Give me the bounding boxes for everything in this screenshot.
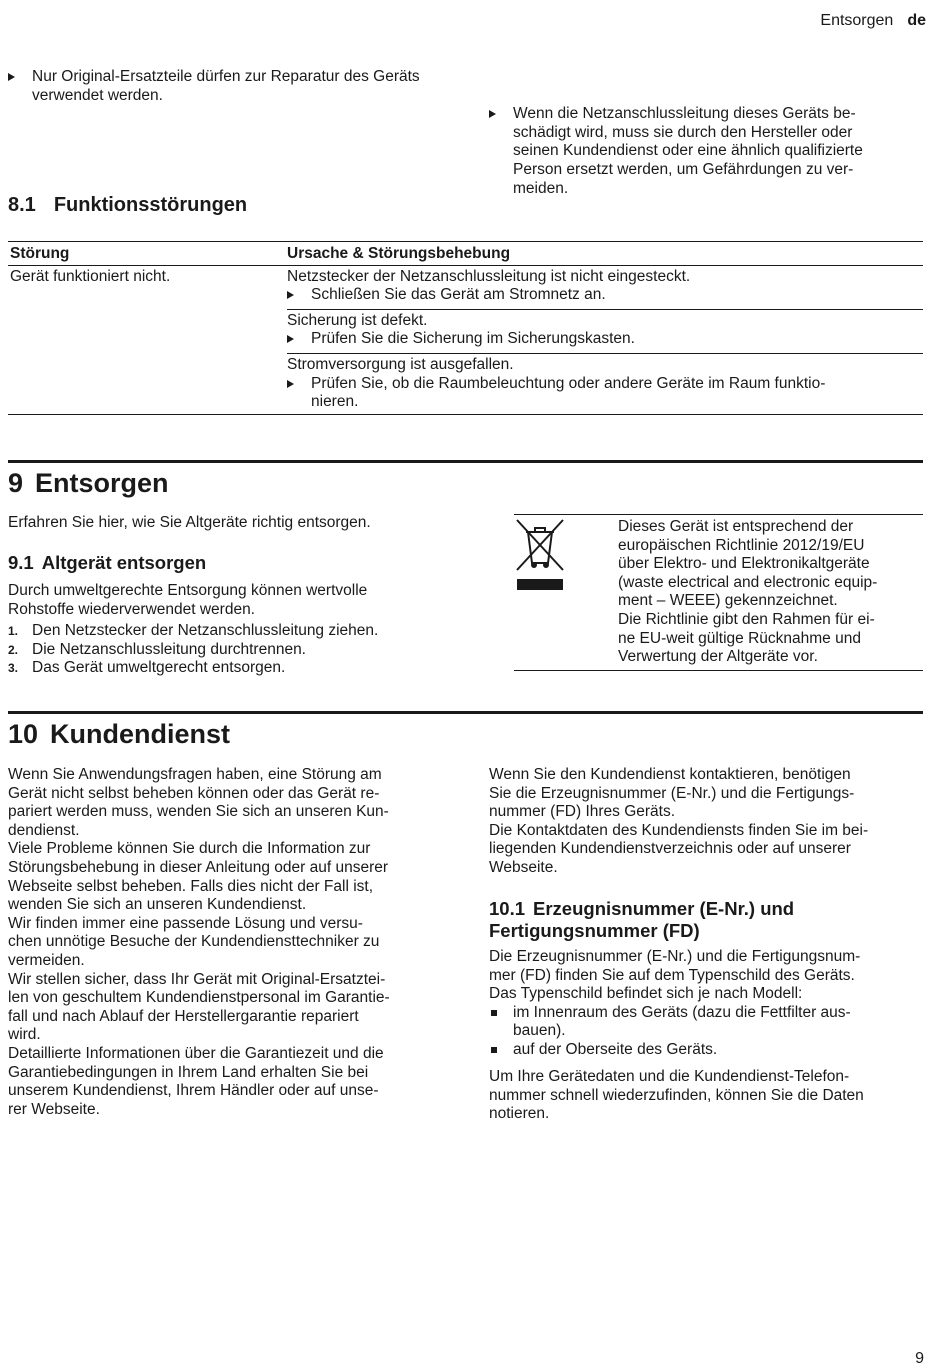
cause-text: Netzstecker der Netzanschlussleitung ist nicht eingesteckt. — [287, 267, 691, 285]
body-line: pariert werden muss, wenden Sie sich an unseren Kun- — [8, 803, 389, 821]
section-number: 9 — [8, 468, 24, 498]
weee-line: europäischen Richtlinie 2012/19/EU — [618, 536, 865, 554]
body-line: Sie die Erzeugnisnummer (E-Nr.) und die Fertigungs- — [489, 784, 855, 802]
square-bullet-icon — [491, 1047, 497, 1053]
weee-notice-box — [514, 514, 923, 671]
body-line: fall und nach Ablauf der Herstellergarantie repariert — [8, 1007, 359, 1025]
bullet-line: bauen). — [513, 1022, 566, 1040]
section-10-1-heading — [489, 898, 923, 942]
power-cord-line: Wenn die Netzanschlussleitung dieses Geräts be- — [513, 105, 856, 123]
body-line: unserem Kundendienst, Ihrem Händler oder auf unse- — [8, 1082, 379, 1100]
weee-crossed-bin-icon — [514, 517, 566, 595]
intro-line: Rohstoffe wiederverwendet werden. — [8, 600, 255, 618]
body-line: Um Ihre Gerätedaten und die Kundendienst-Telefon- — [489, 1068, 850, 1085]
cause-block — [287, 309, 923, 353]
section-number: 10 — [8, 719, 39, 749]
body-line: wird. — [8, 1026, 41, 1044]
spare-parts-note — [8, 68, 452, 105]
body-line: Detaillierte Informationen über die Garantiezeit und die — [8, 1044, 384, 1062]
body-line: Wir stellen sicher, dass Ihr Gerät mit Original-Ersatztei- — [8, 970, 386, 988]
customer-service-right-column — [489, 766, 923, 878]
list-item — [8, 659, 448, 678]
body-line: Webseite. — [489, 858, 558, 876]
section-title: Kundendienst — [50, 719, 231, 749]
list-item — [8, 622, 448, 641]
body-line: Wir finden immer eine passende Lösung und versu- — [8, 914, 363, 932]
power-cord-line: schädigt wird, muss sie durch den Hersteller oder — [513, 123, 853, 141]
header-col-fault: Störung — [10, 245, 70, 262]
body-line: Störungsbehebung in dieser Anleitung oder auf unserer — [8, 858, 389, 876]
remedy-text: Prüfen Sie, ob die Raumbeleuchtung oder andere Geräte im Raum funktio- — [311, 374, 826, 392]
body-line: wenden Sie sich an unseren Kundendienst. — [8, 896, 307, 914]
section-title: Funktionsstörungen — [53, 194, 248, 216]
running-header — [820, 12, 926, 31]
causes-cell — [287, 266, 923, 414]
section-divider — [8, 460, 923, 463]
bullet-line: im Innenraum des Geräts (dazu die Fettfilter aus- — [513, 1003, 851, 1021]
weee-line: Dieses Gerät ist entsprechend der — [618, 518, 854, 535]
triangle-bullet-icon — [287, 291, 294, 299]
section-title: Altgerät entsorgen — [41, 552, 207, 573]
step-text: Das Gerät umweltgerecht entsorgen. — [32, 659, 286, 677]
triangle-bullet-icon — [287, 380, 294, 388]
body-line: notieren. — [489, 1105, 550, 1123]
body-line: Wenn Sie den Kundendienst kontaktieren, benötigen — [489, 766, 851, 783]
step-text: Die Netzanschlussleitung durchtrennen. — [32, 640, 306, 658]
power-cord-line: meiden. — [513, 179, 569, 197]
section-title: Erzeugnisnummer (E-Nr.) und — [533, 898, 795, 919]
remedy-item — [287, 330, 923, 349]
troubleshooting-table — [8, 241, 923, 415]
body-line: rer Webseite. — [8, 1100, 100, 1118]
table-row — [8, 266, 923, 414]
page-number: 9 — [915, 1350, 924, 1367]
remedy-text: Schließen Sie das Gerät am Stromnetz an. — [311, 286, 606, 304]
body-line: Wenn Sie Anwendungsfragen haben, eine Störung am — [8, 766, 382, 783]
header-section: Entsorgen — [820, 12, 894, 29]
bullet-line: auf der Oberseite des Geräts. — [513, 1040, 718, 1058]
power-cord-note — [489, 105, 947, 198]
triangle-bullet-icon — [489, 110, 496, 118]
body-line: Viele Probleme können Sie durch die Information zur — [8, 840, 371, 858]
disposal-steps — [8, 622, 448, 678]
body-line: Die Kontaktdaten des Kundendiensts finden Sie im bei- — [489, 821, 869, 839]
cause-block — [287, 353, 923, 414]
weee-line: ment – WEEE) gekennzeichnet. — [618, 592, 838, 610]
cause-text: Sicherung ist defekt. — [287, 311, 428, 329]
section-divider — [8, 711, 923, 714]
section-10-heading — [8, 718, 230, 750]
body-line: dendienst. — [8, 821, 80, 839]
body-line: liegenden Kundendienstverzeichnis oder auf unserer — [489, 840, 851, 858]
power-cord-line: Person ersetzt werden, um Gefährdungen zu ver- — [513, 160, 854, 178]
step-number: 2. — [8, 642, 19, 657]
weee-line: ne EU-weit gültige Rücknahme und — [618, 629, 861, 647]
section-number: 9.1 — [8, 552, 34, 573]
body-line: nummer schnell wiederzufinden, können Sie die Daten — [489, 1086, 864, 1104]
list-item — [489, 1041, 923, 1060]
header-col-cause: Ursache & Störungsbehebung — [287, 245, 511, 262]
body-line: Garantiebedingungen in Ihrem Land erhalten Sie bei — [8, 1063, 369, 1081]
body-line: mer (FD) finden Sie auf dem Typenschild des Geräts. — [489, 966, 855, 984]
triangle-bullet-icon — [8, 73, 15, 81]
body-line: nummer (FD) Ihres Geräts. — [489, 803, 676, 821]
step-number: 1. — [8, 624, 19, 638]
heading-line-1 — [489, 898, 923, 920]
body-line: Gerät nicht selbst beheben können oder das Gerät re- — [8, 784, 380, 802]
spare-parts-text: Nur Original-Ersatzteile dürfen zur Reparatur des Geräts verwendet werden. — [32, 68, 420, 104]
power-cord-line: seinen Kundendienst oder eine ähnlich qualifizierte — [513, 142, 863, 160]
step-text: Den Netzstecker der Netzanschlussleitung ziehen. — [32, 622, 379, 639]
remedy-text: nieren. — [311, 393, 359, 411]
header-language: de — [907, 12, 926, 29]
section-9-intro: Erfahren Sie hier, wie Sie Altgeräte richtig entsorgen. — [8, 514, 371, 531]
list-item — [489, 1004, 923, 1041]
heading-line-2: Fertigungsnummer (FD) — [489, 920, 700, 941]
remedy-item — [287, 375, 923, 412]
square-bullet-icon — [491, 1010, 497, 1016]
remedy-text: Prüfen Sie die Sicherung im Sicherungskasten. — [311, 330, 635, 348]
body-line: vermeiden. — [8, 951, 85, 969]
intro-line: Durch umweltgerechte Entsorgung können wertvolle — [8, 582, 368, 599]
triangle-bullet-icon — [287, 335, 294, 343]
weee-text — [618, 518, 918, 667]
fault-cell: Gerät funktioniert nicht. — [10, 267, 171, 285]
section-8-1-heading — [8, 193, 247, 217]
body-line: len von geschultem Kundendienstpersonal im Garantie- — [8, 989, 390, 1007]
weee-line: Verwertung der Altgeräte vor. — [618, 648, 818, 666]
body-line: Webseite selbst beheben. Falls dies nicht der Fall ist, — [8, 877, 374, 895]
section-9-heading — [8, 467, 169, 499]
weee-line: Die Richtlinie gibt den Rahmen für ei- — [618, 610, 875, 628]
table-header — [8, 242, 923, 266]
rating-plate-info — [489, 948, 923, 1060]
customer-service-left-column — [8, 766, 458, 1119]
step-number: 3. — [8, 661, 19, 676]
list-item — [8, 641, 448, 660]
section-9-1-intro — [8, 582, 438, 619]
body-line: chen unnötige Besuche der Kundendiensttechniker zu — [8, 933, 380, 951]
cause-block — [287, 266, 923, 309]
section-number: 8.1 — [8, 194, 36, 216]
section-number: 10.1 — [489, 898, 526, 919]
cause-text: Stromversorgung ist ausgefallen. — [287, 355, 514, 373]
closing-note — [489, 1068, 923, 1124]
body-line: Das Typenschild befindet sich je nach Modell: — [489, 985, 803, 1003]
weee-line: (waste electrical and electronic equip- — [618, 573, 878, 591]
body-line: Die Erzeugnisnummer (E-Nr.) und die Fertigungsnum- — [489, 948, 861, 965]
remedy-item — [287, 286, 923, 305]
weee-line: über Elektro- und Elektronikaltgeräte — [618, 555, 870, 573]
section-title: Entsorgen — [35, 468, 169, 498]
section-9-1-heading — [8, 552, 206, 574]
